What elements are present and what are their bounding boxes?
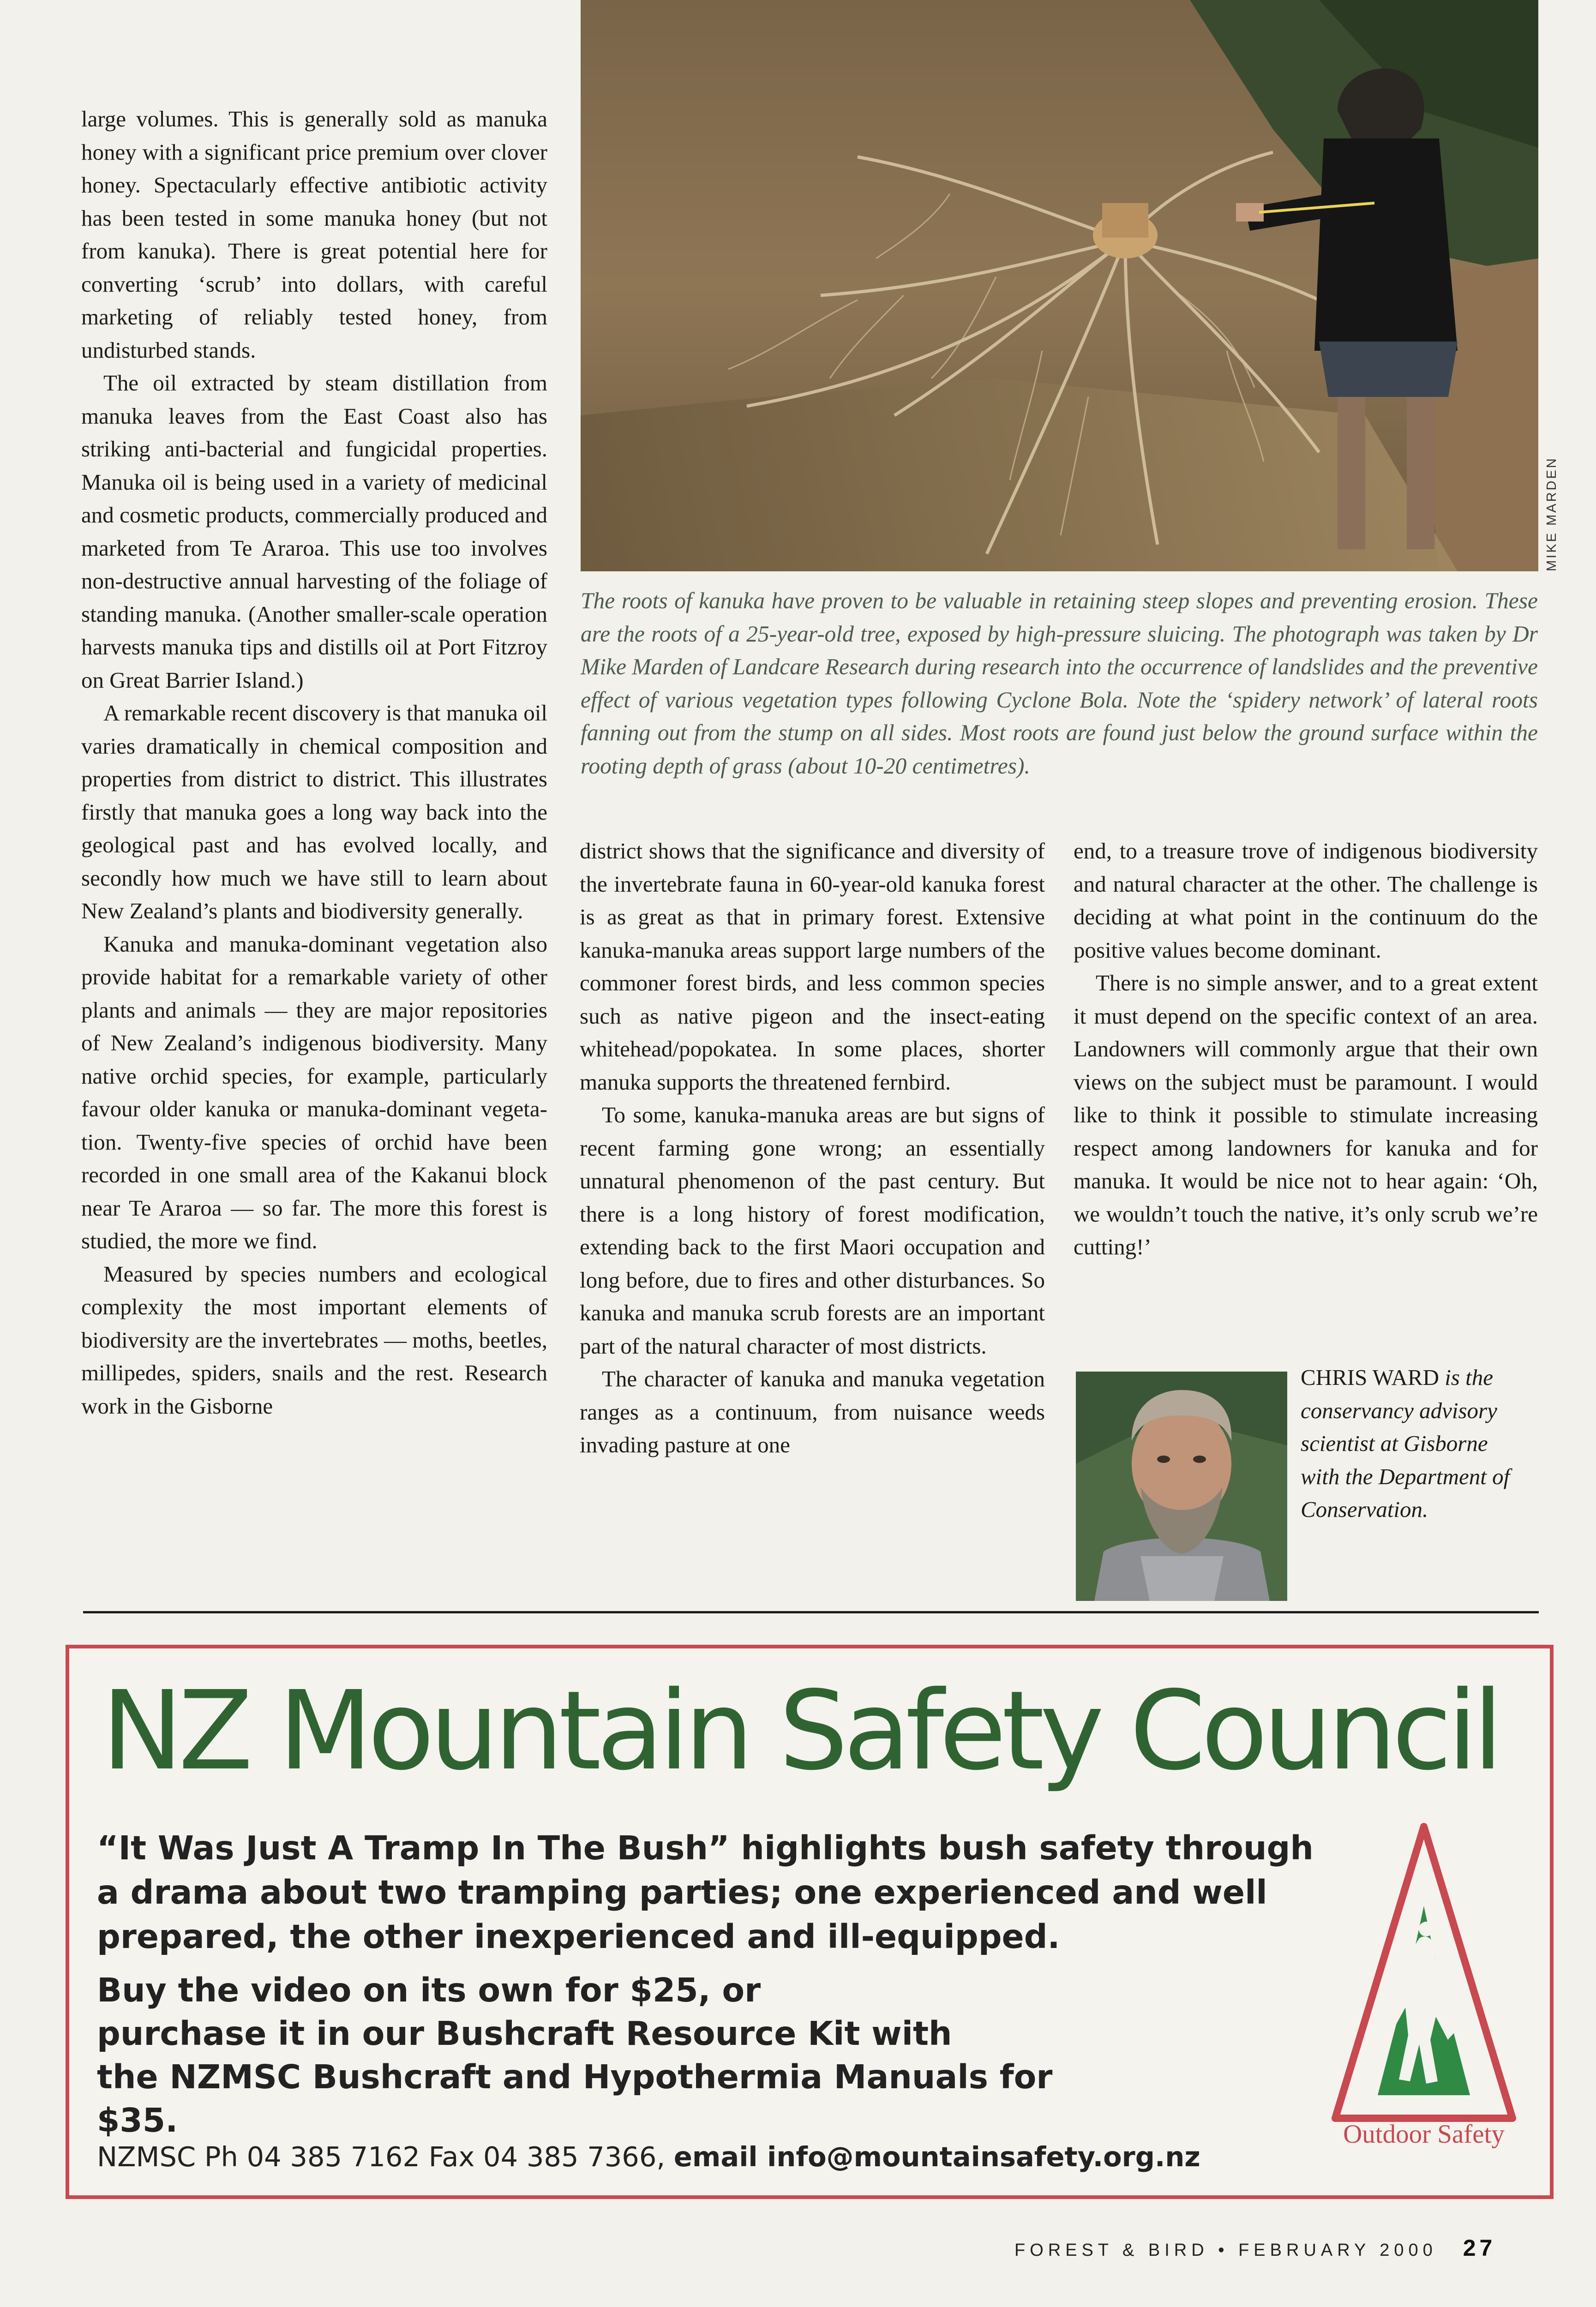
advert-phone: NZMSC Ph 04 385 7162 Fax 04 385 7366, [97, 2141, 674, 2173]
article-column-2 [580, 834, 1045, 1462]
article-column-3 [1074, 834, 1538, 1264]
paragraph: To some, kanuka-manuka areas are but signs of recent farming gone wrong; an essentially unnatural phenomenon of the past century. But there is a long history of forest modification, extending back to the first Maori occupation and long before, due to fires and other disturbances. So kanuka and manuka scrub forests are an important part of the natural character of most districts. [580, 1102, 1045, 1359]
article-column-1 [81, 102, 547, 1422]
section-divider [83, 1611, 1539, 1613]
photo-caption: The roots of kanuka have proven to be valuable in retaining steep slopes and preventing erosion. These are the roots of a 25-year-old tree, exposed by high-pressure sluicing. The photograph was taken by Dr Mike Marden of Landcare Research during research into the occurrence of landslides and the preventive effect of various vegetation types following Cyclone Bola. Note the ‘spidery network’ of lateral roots fanning out from the stump on all sides. Most roots are found just below the ground surface within the rooting depth of grass (about 10-20 centimetres). [581, 588, 1538, 779]
mountain-safety-advert [66, 1645, 1554, 2199]
advert-offer [97, 1969, 1112, 2142]
author-portrait [1076, 1372, 1287, 1601]
advert-offer-line: the NZMSC Bushcraft and Hypothermia Manuals for $35. [97, 2058, 1053, 2139]
advert-offer-line: purchase it in our Bushcraft Resource Kit with [97, 2014, 952, 2053]
paragraph: Measured by species numbers and ecological complexity the most important elements of biodiversity are the invertebrates — moths, beetles, millipedes, spiders, snails and the rest. Research work in the Gisborne [81, 1261, 547, 1419]
paragraph: large volumes. This is generally sold as manuka honey with a significant price premium over clover honey. Spectacularly effective antibiotic activity has been tested in some manuka honey (but not from kanuka). There is great potential here for converting ‘scrub’ into dollars, with careful marketing of reliably tested honey, from undisturbed stands. [81, 106, 547, 363]
kanuka-roots-photo [581, 0, 1538, 571]
author-name: CHRIS WARD [1301, 1365, 1439, 1390]
advert-title: NZ Mountain Safety Council [102, 1667, 1499, 1794]
paragraph: The oil extracted by steam distillation from manuka leaves from the East Coast also has striking anti-bacterial and fungicidal properties. Manuka oil is being used in a variety of medicinal and cosmetic products, commercially produced and marketed from Te Araroa. This use too involves non-destructive annual harvesting of the foliage of standing manuka. (Another smaller-scale operation harvests manuka tips and distills oil at Port Fitzroy on Great Barrier Island.) [81, 370, 547, 693]
advert-offer-line: Buy the video on its own for $25, or [97, 1971, 761, 2009]
photo-credit: MIKE MARDEN [1544, 456, 1559, 571]
outdoor-safety-triangle-icon [1332, 1823, 1516, 2123]
paragraph: A remarkable recent discovery is that manuka oil varies dramatically in chemical composition and properties from district to district. This illustrates firstly that manuka goes a long way back into the geological past and has evolved locally, and secondly how much we have still to learn about New Zealand’s plants and biodiversity generally. [81, 700, 547, 923]
outdoor-safety-logo [1332, 1823, 1516, 2155]
advert-description: “It Was Just A Tramp In The Bush” highlights bush safety through a drama about two tramping parties; one experienced and well prepared, the other inexperienced and ill-equipped. [97, 1829, 1314, 1956]
paragraph: The character of kanuka and manuka vegetation ranges as a continuum, from nuisance weeds invading pasture at one [580, 1366, 1045, 1457]
advert-contact [97, 2139, 1343, 2175]
publication-line: FOREST & BIRD • FEBRUARY 2000 [1014, 2241, 1437, 2260]
page-footer [1014, 2235, 1550, 2261]
paragraph: district shows that the significance and diversity of the invertebrate fauna in 60-year-old kanuka forest is as great as that in primary forest. Extensive kanuka-manuka areas support large numbers of the commoner forest birds, and less common species such as native pigeon and the insect-eating whitehead/popokatea. In some places, shorter manuka supports the threatened fernbird. [580, 838, 1045, 1095]
paragraph: Kanuka and manuka-dominant vegetation also provide habitat for a remarkable variety of other plants and animals — they are major repositories of New Zealand’s indigenous biodiversity. Many native orchid species, for example, particularly favour older kanuka or manuka-dominant vegetation. Twenty-five species of orchid have been recorded in one small area of the Kakanui block near Te Araroa — so far. The more this forest is studied, the more we find. [81, 931, 547, 1253]
advert-email: email info@mountainsafety.org.nz [673, 2141, 1200, 2173]
author-bio [1301, 1361, 1531, 1526]
author-bio-text: is the conservancy advisory scientist at Gisborne with the Department of Conservation. [1301, 1365, 1510, 1522]
paragraph: There is no simple answer, and to a great extent it must depend on the specific context of an area. Landowners will commonly argue that their own views on the subject must be paramount. I would like to think it possible to stimulate increasing respect among landowners for kanuka and for manuka. It would be nice not to hear again: ‘Oh, we wouldn’t touch the native, it’s only scrub we’re cutting!’ [1074, 970, 1538, 1259]
paragraph: end, to a treasure trove of indigenous biodiversity and natural character at the other. The challenge is deciding at what point in the continuum do the positive values become dominant. [1074, 838, 1538, 963]
logo-caption: Outdoor Safety [1343, 2120, 1505, 2149]
kanuka-roots-photo-illustration [581, 0, 1538, 571]
page-number: 27 [1463, 2235, 1496, 2261]
author-portrait-illustration [1076, 1372, 1287, 1601]
